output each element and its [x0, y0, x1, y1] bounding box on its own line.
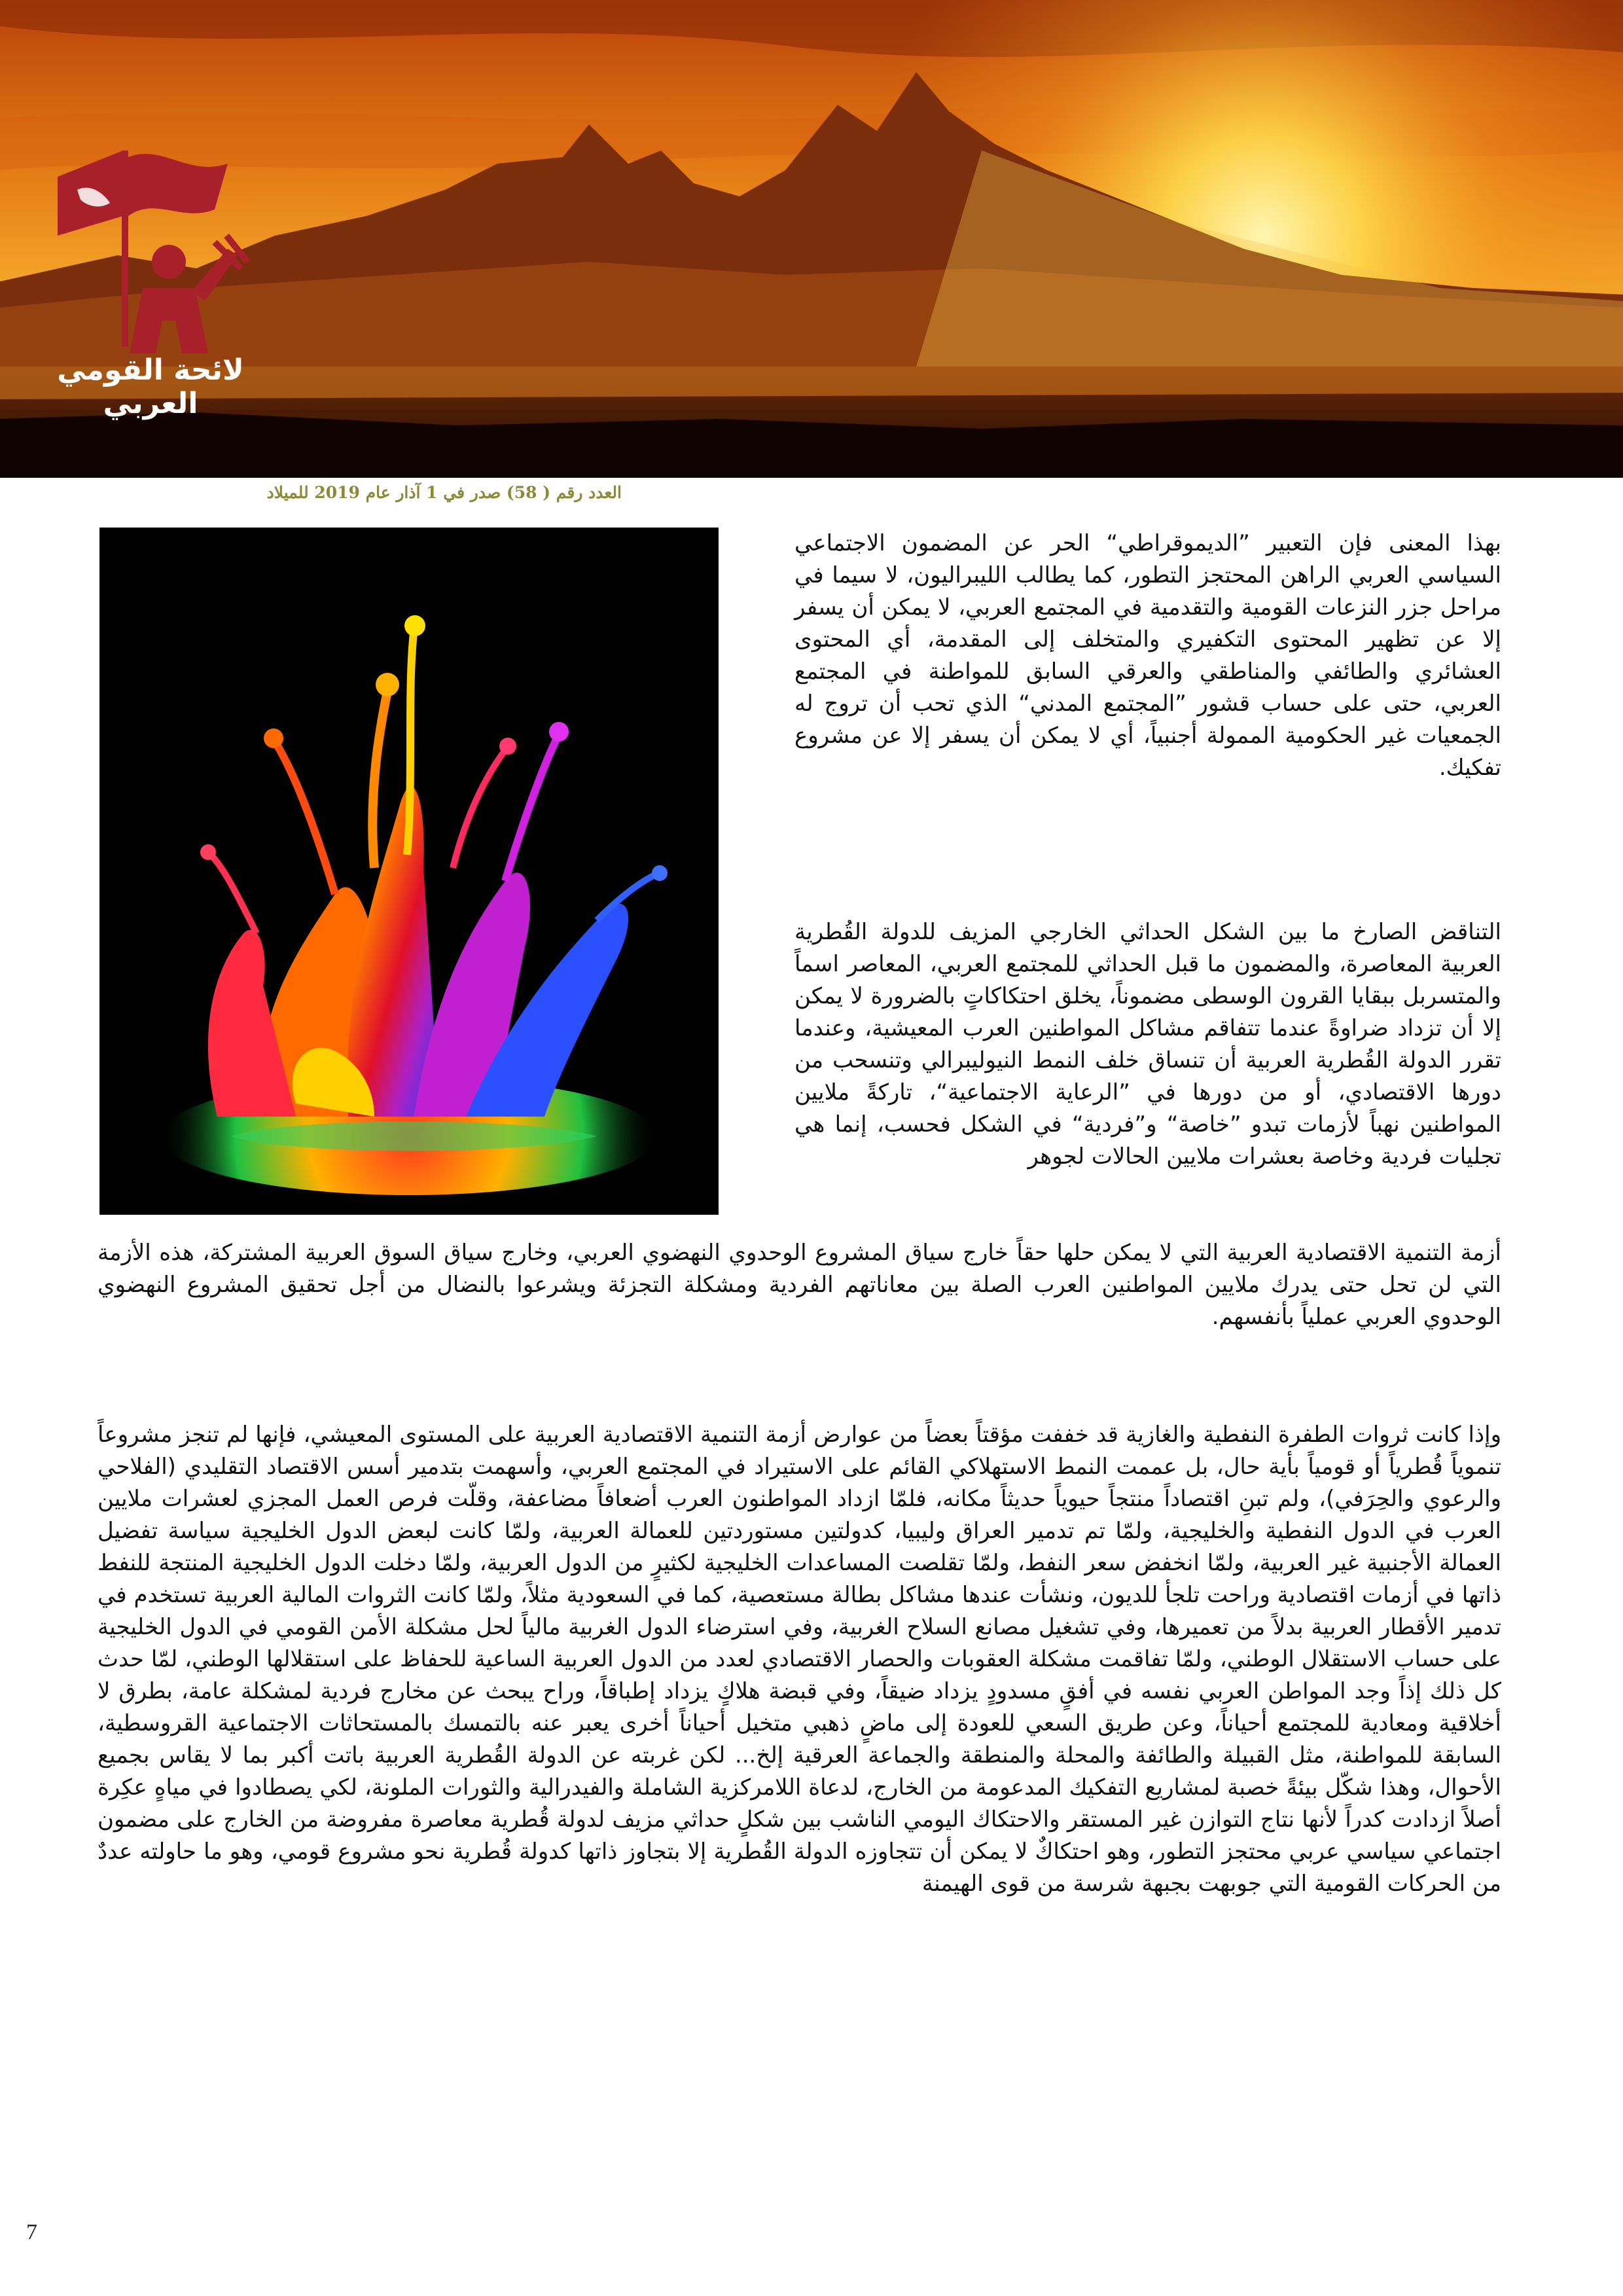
logo-text: لائحة القومي العربي — [57, 353, 244, 420]
issue-line: العدد رقم ( 58) صدر في 1 آذار عام 2019 للميلاد — [266, 483, 622, 502]
paint-splash-photo — [99, 528, 719, 1215]
article-paragraph-2-part-1: التناقض الصارخ ما بين الشكل الحداثي الخارجي المزيف للدولة القُطرية العربية المعاصرة، والمضمون ما قبل الحداثي للمجتمع العربي، المعاصر اسماً والمتسربل ببقايا القرون الوسطى مضموناً، يخلق احتكاكاتٍ بالضرورة لا يمكن إلا أن تزداد ضراوةً عندما تتفاقم مشاكل المواطنين العرب المعيشية، وعندما تقرر الدولة القُطرية العربية أن تنساق خلف النمط النيوليبرالي وتنسحب من دورها الاقتصادي، أو من دورها في ”الرعاية الاجتماعية“، تاركةً ملايين المواطنين نهباً لأزمات تبدو ”خاصة“ و”فردية“ في الشكل فحسب، إنما هي تجليات فردية وخاصة بعشرات ملايين الحالات لجوهر — [794, 919, 1501, 1170]
article-paragraph-2-part-2: أزمة التنمية الاقتصادية العربية التي لا يمكن حلها حقاً خارج سياق المشروع الوحدوي النهضوي العربي، وخارج سياق السوق العربية المشتركة، هذه الأزمة التي لن تحل حتى يدرك ملايين المواطنين العرب الصلة بين معاناتهم الفردية ومشكلة التجزئة ويشرعوا بالنضال من أجل تحقيق المشروع النهضوي الوحدوي العربي عملياً بأنفسهم. — [98, 1240, 1501, 1330]
article-paragraph-3: وإذا كانت ثروات الطفرة النفطية والغازية قد خففت مؤقتاً بعضاً من عوارض أزمة التنمية الاقتصادية العربية على المستوى المعيشي، فإنها لم تنجز مشروعاً تنموياً قُطرياً أو قومياً بأية حال، بل عممت النمط الاستهلاكي القائم على الاستيراد في المجتمع العربي، وأسهمت بتدمير أسس الاقتصاد التقليدي (الفلاحي والرعوي والحِرَفي)، ولم تبنِ اقتصاداً منتجاً حيوياً حديثاً مكانه، فلمّا ازداد المواطنون العرب أضعافاً مضاعفة، وقلّت فرص العمل المجزي لعشرات ملايين العرب في الدول النفطية والخليجية، ولمّا تم تدمير العراق وليبيا، كدولتين مستوردتين للعمالة العربية، ولمّا كانت لبعض الدول الخليجية سياسة تفضيل العمالة الأجنبية غير العربية، ولمّا انخفض سعر النفط، ولمّا تقلصت المساعدات الخليجية لكثيرٍ من الدول العربية، ولمّا دخلت الدول الخليجية المنتجة للنفط ذاتها في أزمات اقتصادية وراحت تلجأ للديون، ونشأت عندها مشاكل بطالة مستعصية، كما في السعودية مثلاً، ولمّا كانت الثروات المالية العربية تستخدم في تدمير الأقطار العربية بدلاً من تعميرها، وفي تشغيل مصانع السلاح الغربية، وفي استرضاء الدول الغربية مالياً لحل مشكلة الأمن القومي في الدول الخليجية على حساب الاستقلال الوطني، ولمّا تفاقمت مشكلة العقوبات والحصار الاقتصادي لعدد من الدول العربية الساعية للحفاظ على استقلالها الوطني، لمّا حدث كل ذلك إذاً وجد المواطن العربي نفسه في أفقٍ مسدودٍ يزداد ضيقاً، وفي قبضة هلاكٍ يزداد إطباقاً، وراح يبحث عن مخارج فردية لمشكلة عامة، بطرق لا أخلاقية ومعادية للمجتمع أحياناً، وعن طريق السعي للعودة إلى ماضٍ ذهبي متخيل أحياناً أخرى يعبر عنه بالتمسك بالمستحاثات الاجتماعية القروسطية، السابقة للمواطنة، مثل القبيلة والطائفة والمحلة والمنطقة والجماعة العرقية إلخ... لكن غربته عن الدولة القُطرية العربية باتت أكبر بما لا يقاس بجميع الأحوال، وهذا شكّل بيئةً خصبة لمشاريع التفكيك المدعومة من الخارج، لدعاة اللامركزية الشاملة والفيدرالية والثورات الملونة، لكي يصطادوا في مياهٍ عكِرة أصلاً ازدادت كدراً لأنها نتاج التوازن غير المستقر والاحتكاك اليومي الناشب بين شكلٍ حداثي مزيف لدولة قُطرية معاصرة مفروضة من الخارج على مضمون اجتماعي سياسي عربي محتجز التطور، وهو احتكاكٌ لا يمكن أن تتجاوزه الدولة القُطرية إلا بتجاوز ذاتها كدولة قُطرية نحو مشروع قومي، وهو ما حاولته عددٌ من الحركات القومية التي جوبهت بجبهة شرسة من قوى الهيمنة — [98, 1422, 1501, 1897]
article-paragraph-1: بهذا المعنى فإن التعبير ”الديموقراطي“ الحر عن المضمون الاجتماعي السياسي العربي الراهن المحتجز التطور، كما يطالب الليبراليون، لا سيما في مراحل جزر النزعات القومية والتقدمية في المجتمع العربي، لا يمكن أن يسفر إلا عن تظهير المحتوى التكفيري والمتخلف إلى المقدمة، أي المحتوى العشائري والطائفي والمناطقي والعرقي السابق للمواطنة في المجتمع العربي، حتى على حساب قشور ”المجتمع المدني“ الذي تحب أن تروج له الجمعيات غير الحكومية الممولة أجنبياً، أي لا يمكن أن يسفر إلا عن مشروع تفكيك. — [794, 530, 1501, 781]
page-number: 7 — [26, 2220, 37, 2244]
